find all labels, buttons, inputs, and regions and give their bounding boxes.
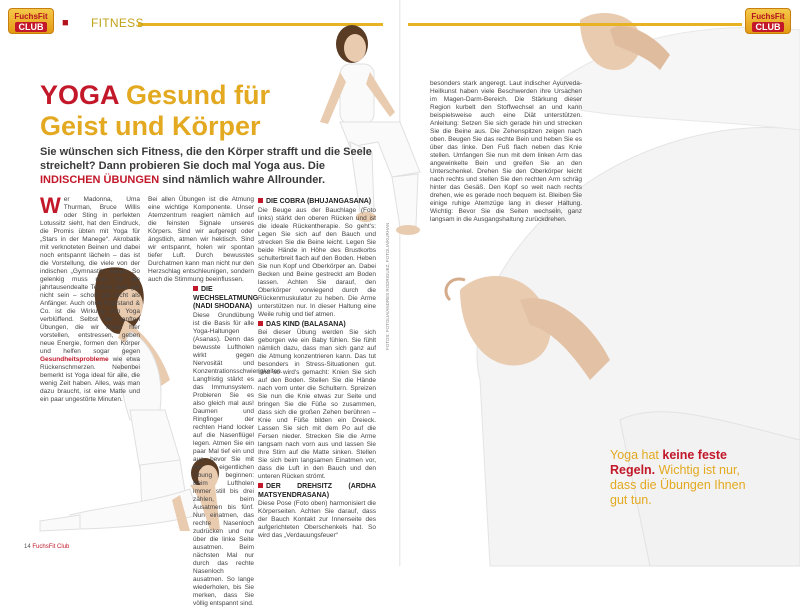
- fuchsfit-club-logo-right: [745, 8, 791, 34]
- headline-yoga: YOGA: [40, 80, 119, 110]
- logo-line1: FuchsFit: [14, 12, 48, 21]
- page-footer: [24, 544, 69, 550]
- dropcap: W: [40, 193, 61, 218]
- col1-text-end: wie etwa Rückenschmerzen. Nebenbei bemerkt ist Yoga ideal für alle, die wenig Zeit haben. Alles, was man dazu braucht, ist eine Matte und ein paar ungestörte Minuten.: [40, 356, 140, 403]
- subhead-square-icon: [258, 321, 263, 326]
- intro-accent: INDISCHEN ÜBUNGEN: [40, 174, 160, 186]
- col2-text: Bei allen Übungen ist die Atmung eine wichtige Komponente. Unser Atemzentrum reagiert nämlich auf die feinsten Signale unseres Körpers. Sind wir aufgeregt oder ängstlich, atmen wir hektisch. Sind wir entspannt, holen wir spontan tiefer Luft. Durch bewusstes Durchatmen kann man nicht nur den Herzschlag entschleunigen, sondern auch die Stimmung beeinflussen.: [148, 196, 254, 283]
- logo-line2-right: CLUB: [752, 22, 784, 32]
- quote-after: Wichtig ist nur, dass die Übungen Ihnen gut tun.: [610, 463, 746, 507]
- col3-subhead3-text: DER DREHSITZ (ARDHA MATSYENDRASANA): [258, 483, 376, 499]
- col2-text2: Diese Grundübung ist die Basis für alle Yoga-Haltungen (Asanas). Denn das bewusste Luftholen wirkt gegen Nervosität und Konzentrationsschwierigkeiten. Langfristig stärkt es das Immunsystem. Probieren Sie es also gleich mal aus! Daumen und Ringfinger der rechten Hand locker auf die Nasenflügel legen. Atmen Sie ein paar Mal tief ein und aus, bevor Sie mit der eigentlichen Übung beginnen: Beim Luftholen immer still bis drei zählen, beim Ausatmen bis fünf. Nun einatmen, das rechte Nasenloch zudrücken und nur über die linke Seite ausatmen. Beim nächsten Mal nur durch das rechte Nasenloch ausatmen. So lange wiederholen, bis Sie merken, dass Sie völlig entspannt sind.: [193, 311, 283, 607]
- photo-credit: FOTOS: FOTOLIA/ANDRES RODRIGUEZ, FOTOLIA/KURHAN: [385, 222, 390, 350]
- col1-highlight: Gesundheitsprobleme: [40, 356, 109, 363]
- article-headline: [40, 80, 280, 142]
- headline-rest: Gesund für Geist und Körper: [40, 80, 271, 141]
- quote-before: Yoga hat: [610, 448, 663, 462]
- text-column-3: [258, 196, 376, 540]
- logo-line2: CLUB: [15, 22, 47, 32]
- intro-text-end: sind nämlich wahre Allrounder.: [159, 174, 326, 186]
- col3-text1: Die Beuge aus der Bauchlage (Foto links) stärkt den oberen Rücken und ist die ideale Rückentherapie. So geht's: Legen Sie sich auf den Bauch und strecken Sie die Beine leicht. Legen Sie beide Hände in Höhe des Brustkorbs schulterbreit flach auf den Boden. Heben Sie nun Kopf und Oberkörper an. Dabei Becken und Beine gestreckt am Boden lassen. Achten Sie darauf, den Oberkörper vorwiegend durch die Rückenmuskulatur zu heben. Die Arme unterstützen nur. In dieser Haltung eine Weile ruhig und tief atmen.: [258, 206, 376, 318]
- col3-subhead1: [258, 198, 376, 207]
- col3-subhead2-text: DAS KIND (BALASANA): [266, 320, 346, 328]
- col3-text2: Bei dieser Übung werden Sie sich geborgen wie ein Baby fühlen. Sie fühlt nämlich dazu, dass man sich ganz auf die Atmung konzentrieren kann. Das tut besonders in Stress-Situationen gut. Und so wird's gemacht: Knien Sie sich auf den Boden. Stellen Sie die Hände nach vorn unter die Schultern. Spreizen Sie nun die Knie etwas zur Seite und bringen Sie die Füße so zusammen, dass sich die großen Zehen berühren – Knie und Füße bilden ein Dreieck. Lassen Sie sich mit dem Po auf die Fersen nieder. Strecken Sie die Arme langsam nach vorn aus und lassen Sie Ihre Stirn auf die Matte sinken. Stellen Sie sich beim langsamen Einatmen vor, dass die Luft in den Bauch und den unteren Rücken strömt.: [258, 329, 376, 480]
- col1-text: er Madonna, Uma Thurman, Bruce Willis oder Sting in perfekten Lotussitz sieht, hat den Eindruck, die Promis übten mit Yoga für „Stars in der Manege“. Akrobatik mit verknoteten Beinen und dabei noch entspannt lächeln – das ist die Vorstellung, die viele von der indischen „Gymnastik“ haben. So gelenkig muss man für die jahrtausendealte Technik aber gar nicht sein – schon gar nicht als Anfänger. Auch ohne Kopfstand & Co. ist die Wirkung von Yoga verblüffend. Selbst die sanften Übungen, die wir Ihnen hier vorstellen, entstressen, geben neue Energie, formen den Körper und helfen sogar gegen: [40, 196, 140, 355]
- article-intro: [40, 145, 380, 187]
- pull-quote: [610, 448, 760, 508]
- col3-text3: Diese Pose (Foto oben) harmonisiert die Körperseiten. Achten Sie darauf, dass der Bauch Kontakt zur Innenseite des aufgerichteten Oberschenkels hat. So wird das „Verdauungsfeuer“: [258, 500, 376, 539]
- quote-strong: keine feste Regeln.: [610, 448, 727, 477]
- footer-brand: FuchsFit Club: [32, 544, 70, 550]
- col3-subhead1-text: DIE COBRA (BHUJANGASANA): [266, 198, 372, 205]
- subhead-square-icon: [258, 483, 263, 488]
- section-rubric: FITNESS: [91, 16, 144, 30]
- col2-subhead-text: DIE WECHSELATMUNG (NADI SHODANA): [193, 286, 259, 310]
- page-number: 14: [24, 544, 31, 550]
- col4-text: besonders stark angeregt. Laut indischer Ayurveda-Heilkunst haben viele Beschwerden ihre Ursachen im Magen-Darm-Bereich. Die Stärkung dieser Region kurbelt den Stoffwechsel an und kann beispielsweise auch eine Diät unterstützen. Anleitung: Setzen Sie sich gerade hin und strecken Sie die Beine aus. Die Zehenspitzen zeigen nach oben. Beugen Sie das rechte Bein und heben Sie es über das linke. Den Fuß flach neben das Knie stellen. Umfangen Sie nun mit dem linken Arm das angewinkelte Bein und greifen Sie an den Unterschenkel. Drehen Sie den Oberkörper leicht nach rechts und stellen Sie den rechten Arm schräg hinter das Gesäß. Den Kopf so weit nach rechts drehen, wie es gerade noch bequem ist. Bleiben Sie einige ruhige Atemzüge lang in dieser Haltung. Wichtig: Bevor Sie die Seiten wechseln, ganz langsam in die Ausgangshaltung zurückdrehen.: [430, 80, 582, 223]
- logo-line1-right: FuchsFit: [751, 12, 785, 21]
- col3-subhead2: [258, 321, 376, 330]
- text-column-2: [148, 196, 283, 608]
- rubric-rule-right: [408, 23, 742, 26]
- text-column-1: [40, 193, 140, 404]
- subhead-square-icon: [193, 286, 198, 291]
- intro-text: Sie wünschen sich Fitness, die den Körper strafft und die Seele streichelt? Dann probieren Sie doch mal Yoga aus. Die: [40, 146, 372, 172]
- text-column-4: [430, 80, 582, 224]
- subhead-square-icon: [258, 198, 263, 203]
- col3-subhead3: [258, 483, 376, 500]
- rubric-square-icon: ■: [62, 17, 69, 29]
- fuchsfit-club-logo: [8, 8, 54, 34]
- col2-subhead: [193, 286, 259, 312]
